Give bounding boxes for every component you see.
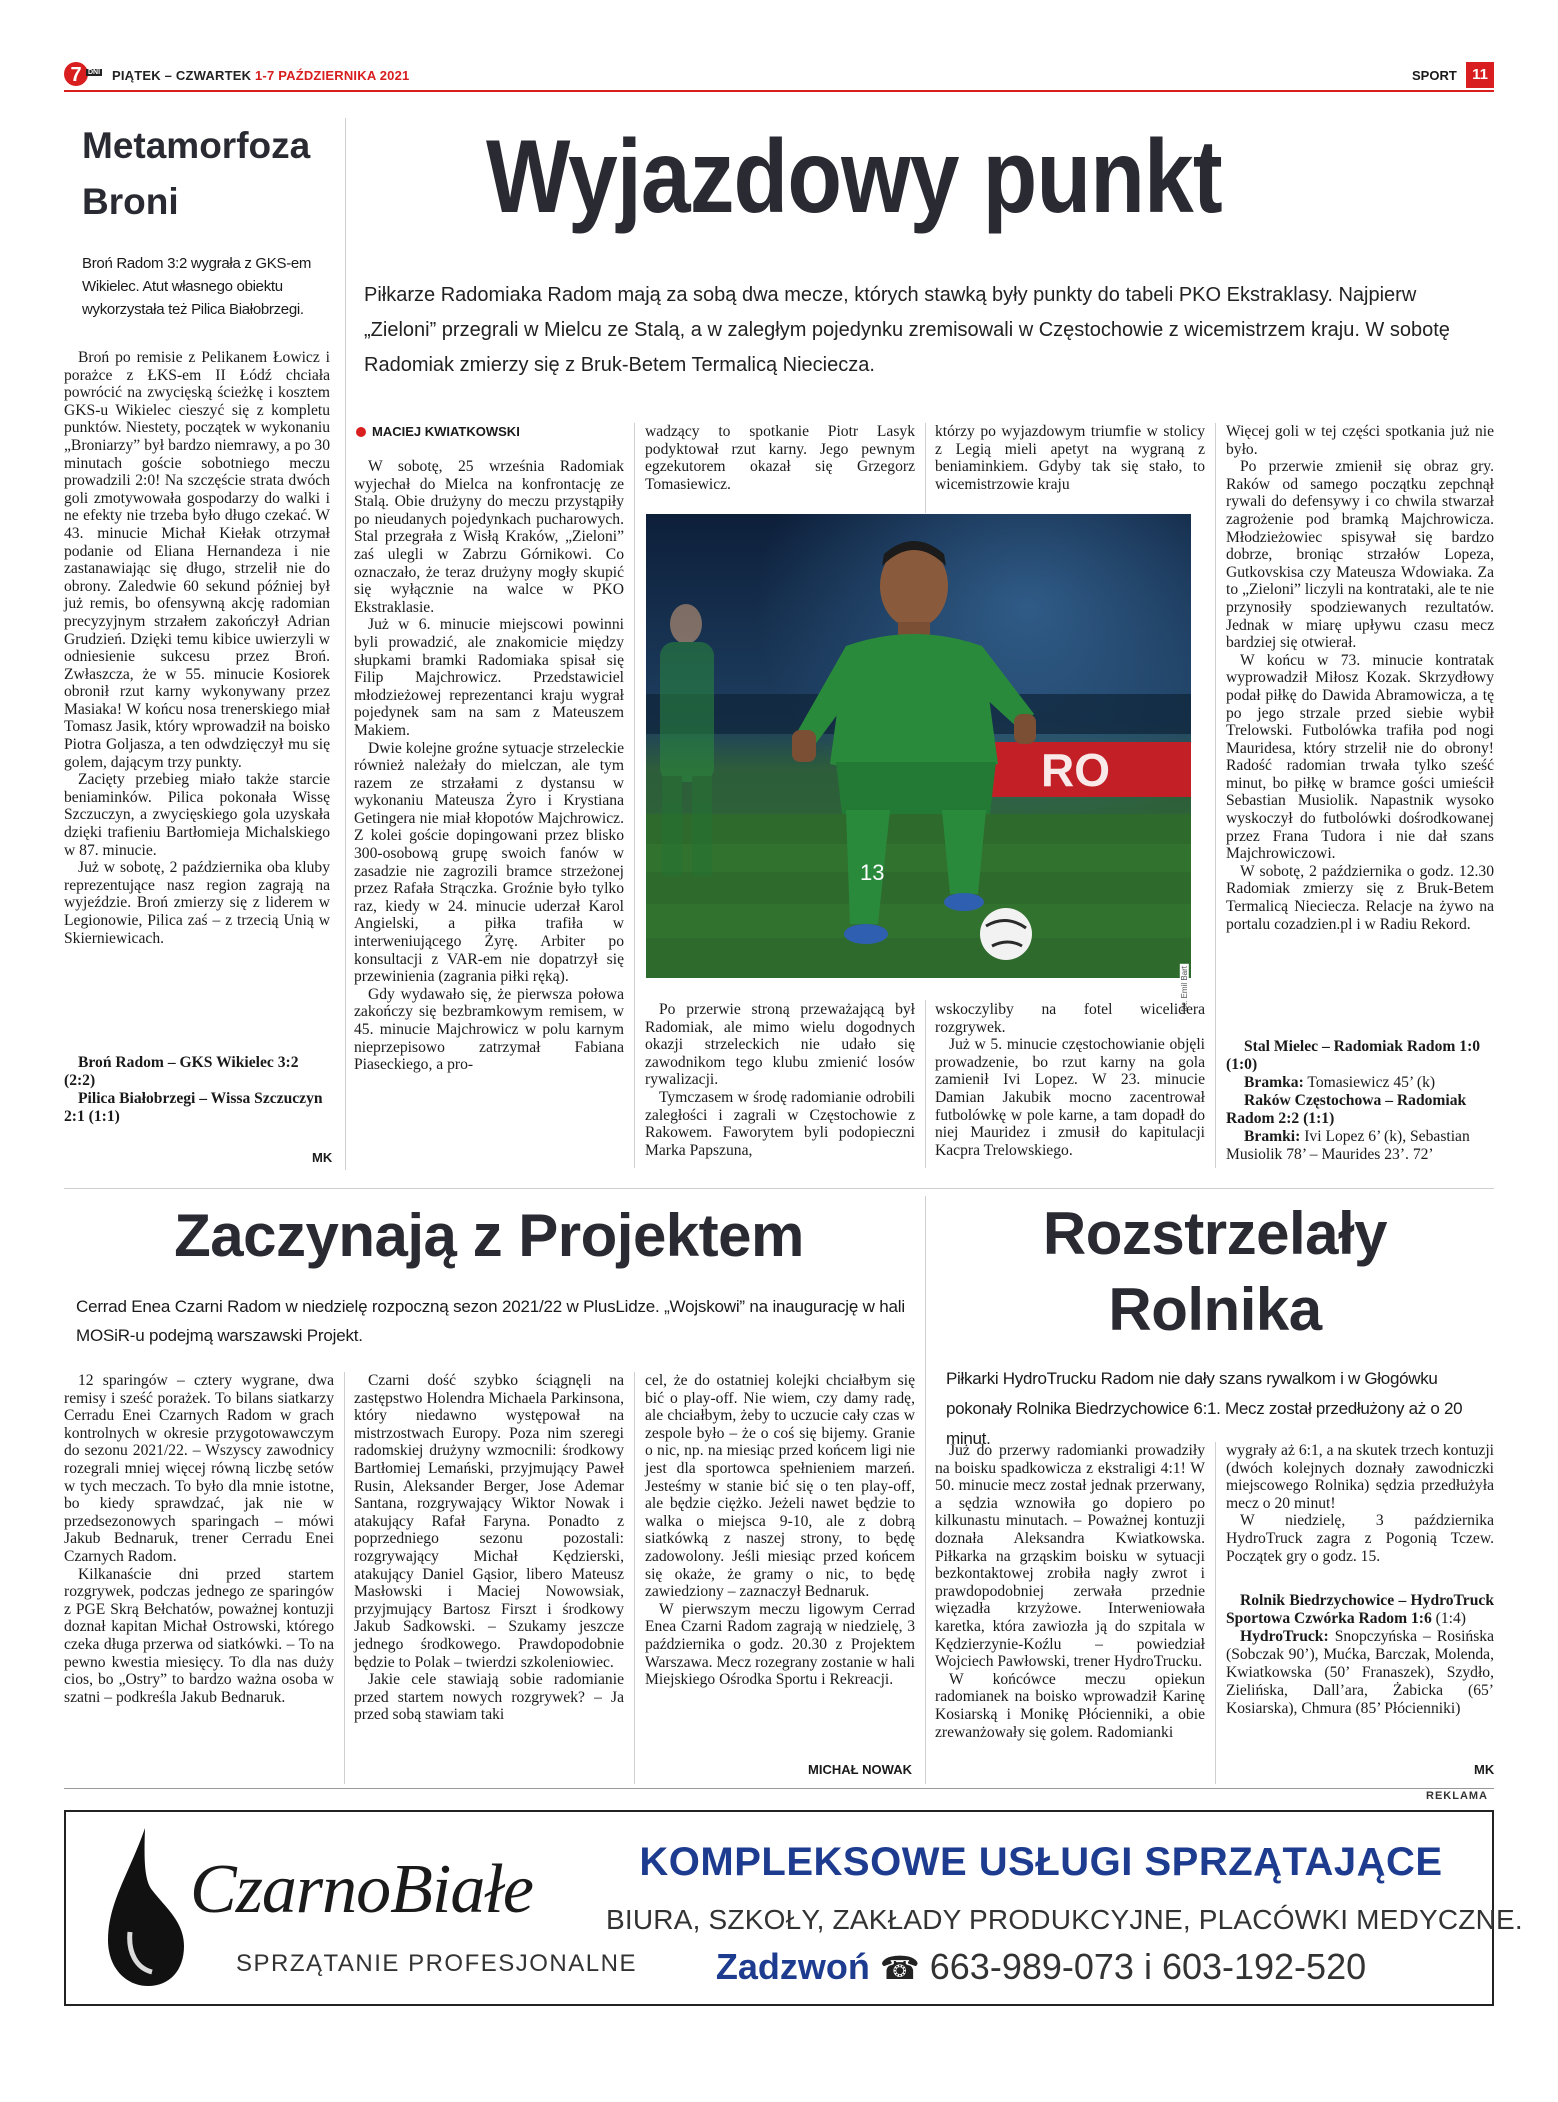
advertisement (64, 1810, 1523, 2006)
football-player-photo (646, 514, 1191, 978)
main-paragraph: Po przerwie stroną przeważającą był Radomiak, ale mimo wielu dogodnych okazji strzeleckich nie udało się zawodnikom tego klubu zmienić losów rywalizacji. (645, 1001, 915, 1089)
article2-col2 (354, 1372, 624, 1724)
main-paragraph: Już w 6. minucie miejscowi powinni byli prowadzić, ale znakomicie między słupkami bramki Radomiaka spisał się Filip Majchrowicz. Przedstawiciel młodzieżowej reprezentanci kraju wygrał pojedynek sam na sam z Mateuszem Makiem. (354, 616, 624, 739)
ad-headline: KOMPLEKSOWE USŁUGI SPRZĄTAJĄCE (639, 1840, 1443, 1884)
article3-paragraph: W końcówce meczu opiekun radomianek na boisko wprowadził Karinę Kosiarską i Monikę Płócienniki, a obie zrewanżowały się golem. Radomianki (935, 1670, 1205, 1741)
article2-col3 (645, 1372, 915, 1689)
sidebar-result: Broń Radom – GKS Wikielec 3:2 (2:2) (64, 1054, 299, 1089)
sidebar-title (82, 118, 332, 230)
ad-logo (100, 1822, 680, 1992)
article2-paragraph: Kilkanaście dni przed startem rozgrywek, podczas jednego ze sparingów z PGE Skrą Bełchatów, poważnej kontuzji doznał kapitan Michał Ostrowski, którego czeka długa przerwa od siatkówki. – To na pewno kwestia miesięcy. To dla nas duży cios, bo „Ostry” to bardzo ważna osoba w szatni – podkreśla Jakub Bednaruk. (64, 1565, 334, 1706)
main-author-name: MACIEJ KWIATKOWSKI (372, 424, 520, 439)
sidebar-result: Pilica Białobrzegi – Wissa Szczuczyn 2:1 (1:1) (64, 1090, 323, 1125)
main-photo (646, 514, 1191, 1012)
main-paragraph: Więcej goli w tej części spotkania już nie było. (1226, 423, 1494, 458)
water-drop-icon (100, 1822, 190, 1992)
article2-lead: Cerrad Enea Czarni Radom w niedzielę rozpoczną sezon 2021/22 w PlusLidze. „Wojskowi” na inaugurację w hali MOSiR-u podejmą warszawski Projekt. (76, 1297, 905, 1345)
article3-halftime: (1:4) (1435, 1610, 1466, 1627)
article2-paragraph: 12 sparingów – cztery wygrane, dwa remisy i sześć porażek. To bilans siatkarzy Cerradu Enei Czarnych Radom w grach kontrolnych w okresie przygotowawczym do sezonu 2021/22. – Wszyscy zawodnicy rozegrali mniej więcej równą liczbę setów w tych meczach. To było dla mnie istotne, bo kiedy sprawdzać, jak nie w przedsezonowych sparingach – mówi Jakub Bednaruk, trener Cerradu Enei Czarnych Radom. (64, 1372, 334, 1565)
article3-lineup (1226, 1628, 1494, 1718)
sidebar-author: MK (312, 1150, 333, 1165)
sidebar-paragraph: Już w sobotę, 2 października oba kluby reprezentujące nasz region zagrają na wyjeździe. Broń zmierzy się z liderem w Legionowie, Pilica zaś – z trzecią Unią w Skierniewicach. (64, 859, 330, 947)
article3-lead: Piłkarki HydroTrucku Radom nie dały szans rywalkom i w Głogówku pokonały Rolnika Biedrzychowice 6:1. Mecz został przedłużony aż o 20 minut. (946, 1369, 1463, 1448)
sidebar-title-line2: Broni (82, 181, 179, 222)
sidebar-divider (345, 118, 346, 1170)
sidebar-paragraph: Zacięty przebieg miało także starcie beniaminków. Pilica pokonała Wissę Szczuczyn, a zwycięskiego gola uzyskała dzięki trafieniu Bartłomieja Michalskiego w 87. minucie. (64, 771, 330, 859)
article2-paragraph: W pierwszym meczu ligowym Cerrad Enea Czarni Radom zagrają w niedzielę, 3 października o godz. 20.30 z Projektem Warszawa. Mecz rozegrany zostanie w hali Miejskiego Ośrodka Sportu i Rekreacji. (645, 1600, 915, 1689)
main-col-divider (1215, 423, 1216, 1168)
main-result-detail: Ivi Lopez 6’ (k), Sebastian Musiolik 78’ – Maurides 23’. 72’ (1226, 1128, 1470, 1163)
article3-headline (935, 1196, 1495, 1348)
main-result-line (1226, 1074, 1494, 1092)
sidebar-body (64, 349, 330, 947)
sidebar-lead: Broń Radom 3:2 wygrała z GKS-em Wikielec. Atut własnego obiektu wykorzystała też Pilica Białobrzegi. (82, 255, 312, 318)
ad-call-label: Zadzwoń (715, 1946, 870, 1987)
main-paragraph: Po przerwie zmienił się obraz gry. Raków od samego początku zepchnął rywali do defensywy i co chwila stwarzał zagrożenie pod bramką Majchrowicza. Młodzieżowiec spisywał się bardzo dobrze, broniąc strzałów Lopeza, Gutkovskisa czy Mateusza Wdowiaka. Za to „Zieloni” liczyli na kontrataki, ale te nie przynosiły spodziewanych rezultatów. Jednak w miarę upływu czasu mecz bardziej się otwierał. (1226, 458, 1494, 652)
article2-paragraph: Jakie cele stawiają sobie radomianie przed startem nowych rozgrywek? – Ja przed sobą stawiam taki (354, 1671, 624, 1724)
main-col2-bottom (645, 1001, 915, 1159)
main-result-detail: Tomasiewicz 45’ (k) (1307, 1074, 1436, 1091)
article2-col-divider (634, 1372, 635, 1784)
ad-label: REKLAMA (1426, 1790, 1488, 1802)
main-headline: Wyjazdowy punkt (486, 119, 1222, 235)
article3-headline-line2: Rolnika (1108, 1276, 1322, 1343)
main-results (1226, 1038, 1494, 1164)
main-author (356, 424, 520, 439)
section-divider (64, 1188, 1494, 1189)
page-number: 11 (1466, 62, 1494, 88)
main-result-title: Raków Częstochowa – Radomiak Radom 2:2 (1:1) (1226, 1092, 1467, 1127)
main-col4 (1226, 423, 1494, 933)
ad-phones: 663-989-073 i 603-192-520 (929, 1946, 1367, 1987)
ad-services: BIURA, SZKOŁY, ZAKŁADY PRODUKCYJNE, PLACÓWKI MEDYCZNE. (606, 1904, 1523, 1935)
article3-paragraph: Już do przerwy radomianki prowadziły na boisku spadkowicza z ekstraligi 4:1! W 50. minucie mecz został jednak przerwany, a sędzia wznowiła go dopiero po kilkunastu minutach. – Poważnej kontuzji doznała Aleksandra Kwiatkowska. Piłkarka na grząskim boisku w sytuacji bezkontaktowej zrobiła nagły zwrot i prawdopodobniej zerwała przednie więzadła krzyżowe. Interweniowała karetka, która zawiozła ją do szpitala w Kędzierzynie-Koźlu – powiedział Wojciech Pawłowski, trener HydroTrucku. (935, 1442, 1205, 1671)
article-divider (925, 1196, 926, 1784)
article3-headline-line1: Rozstrzelały (1042, 1200, 1388, 1267)
sidebar-title-line1: Metamorfoza (82, 125, 311, 166)
section-label: SPORT (1412, 68, 1457, 83)
main-col3-top (935, 423, 1205, 493)
dateline-days: PIĄTEK – CZWARTEK (112, 68, 252, 83)
header-rule (64, 90, 1494, 92)
main-col3-bottom (935, 1001, 1205, 1159)
article3-paragraph: W niedzielę, 3 października HydroTruck zagra z Pogonią Tczew. Początek gry o godz. 15. (1226, 1512, 1494, 1565)
main-paragraph: wadzący to spotkanie Piotr Lasyk podyktował rzut karny. Jego pewnym egzekutorem okazał się Grzegorz Tomasiewicz. (645, 423, 915, 493)
main-paragraph: W sobotę, 25 września Radomiak wyjechał do Mielca na konfrontację ze Stalą. Obie drużyny do meczu przystąpiły po nieudanych pojedynkach pucharowych. Stal przegrała z Wisłą Kraków, „Zieloni” zaś ulegli w Zabrzu Górnikowi. Co oznaczało, że teraz drużyny mogły skupić się wyłącznie na walce w PKO Ekstraklasie. (354, 458, 624, 616)
sidebar-paragraph: Broń po remisie z Pelikanem Łowicz i porażce z ŁKS-em II Łódź chciała powrócić na zwycięską ścieżkę i kosztem GKS-u Wikielec cieszyć się z kompletu punktów. Niestety, początek w wykonaniu „Broniarzy” był bardzo niemrawy, a po 30 minutach goście sobotniego meczu prowadzili 2:0! Na szczęście strata dwóch goli zmotywowała gospodarzy do walki i ne efekty nie trzeba było długo czekać. W 43. minucie Michał Kiełak otrzymał podanie od Eliana Hernandeza i nie zastanawiając się długo, strzelił nie do obrony. Zaledwie 60 sekund później był już remis, bo ofensywną akcję radomian precyzyjnym strzałem zakończył Adrian Grudzień. Dzięki temu kibice uwierzyli w odniesienie sukcesu przez Broń. Zwłaszcza, że w 55. minucie Kosiorek obronił rzut karny wykonywany przez Masiaka! W końcu nosa trenerskiego miał Tomasz Jasik, który wprowadził na boisko Piotra Goljasza, a ten odwdzięczył mu się golem, dającym trzy punkty. (64, 349, 330, 771)
main-paragraph: W sobotę, 2 października o godz. 12.30 Radomiak zmierzy się z Bruk-Betem Termalicą Nieciecza. Relacje na żywo na portalu cozadzien.pl i w Radiu Rekord. (1226, 862, 1494, 933)
article2-col-divider (344, 1372, 345, 1784)
brand-logo (64, 66, 104, 90)
photo-credit: fot. Emil Bart (1180, 966, 1189, 1012)
main-col-divider (634, 423, 635, 1168)
dateline-date: 1-7 PAŹDZIERNIKA 2021 (255, 68, 410, 83)
article3-result-title (1226, 1592, 1494, 1628)
main-result-title: Stal Mielec – Radomiak Radom 1:0 (1:0) (1226, 1038, 1481, 1073)
article3-author: MK (1474, 1762, 1495, 1777)
main-col2-top (645, 423, 915, 493)
main-paragraph: Tymczasem w środę radomianie odrobili zaległości i zagrali w Częstochowie z Rakowem. Faworytem byli podopieczni Marka Papszuna, (645, 1088, 915, 1159)
svg-text:RO: RO (1041, 744, 1110, 796)
main-col-divider (925, 1000, 926, 1168)
main-paragraph: Gdy wydawało się, że pierwsza połowa zakończy się bezbramkowym remisem, w 45. minucie Majchrowicz w polu karnym nieprzepisowo zatrzymał Fabiana Piaseckiego, a pro- (354, 985, 624, 1074)
main-paragraph: W końcu w 73. minucie kontratak wyprowadził Miłosz Kozak. Skrzydłowy podał piłkę do Dawida Abramowicza, a tę po jego strzale przed siebie wybił Trelowski. Futbolówka trafiła pod nogi Mauridesa, który strzelił nie do obrony! Radość radomian trwała tylko sześć minut, bo piłkę w bramce gości umieścił Sebastian Musiolik. Napastnik wysoko wyskoczył do futbolówki dośrodkowanej przez Frana Tudora i nie dał szans Majchrowiczowi. (1226, 651, 1494, 863)
dateline (112, 68, 409, 83)
article3-col1 (935, 1442, 1205, 1741)
article2-paragraph: Czarni dość szybko ściągnęli na zastępstwo Holendra Michaela Parkinsona, który niedawno występował na mistrzostwach Europy. Poza nim szeregi radomskiej drużyny wzmocnili: środkowy Bartłomiej Lemański, przyjmujący Paweł Rusin, Aleksander Berger, Jose Ademar Santana, rozgrywający Wiktor Nowak i atakujący Rafał Faryna. Ponadto z poprzedniego sezonu pozostali: rozgrywający Michał Kędzierski, atakujący Daniel Gąsior, libero Mateusz Masłowski i Maciej Nowowsiak, przyjmujący Bartosz Firszt i środkowy Jakub Sadkowski. – Szukamy jeszcze jednego środkowego. Prawdopodobnie będzie to Polak – twierdzi szkoleniowiec. (354, 1372, 624, 1671)
jersey-number: 13 (860, 860, 885, 885)
article3-col-divider (1215, 1442, 1216, 1784)
article3-lineup-label: HydroTruck: (1240, 1628, 1329, 1645)
logo-seven: 7 (64, 62, 88, 86)
ad-logo-script: CzarnoBiałe (190, 1851, 533, 1928)
article3-result-score: Rolnik Biedrzychowice – HydroTruck Sportowa Czwórka Radom 1:6 (1226, 1592, 1494, 1627)
article2-col1 (64, 1372, 334, 1706)
main-paragraph: wskoczyliby na fotel wicelidera rozgrywek. (935, 1001, 1205, 1036)
phone-icon: ☎ (879, 1950, 920, 1986)
article3-col2 (1226, 1442, 1494, 1565)
article3-paragraph: wygrały aż 6:1, a na skutek trzech kontuzji (dwóch kolejnych doznały zawodniczki miejscowego Rolnika) sędzia przedłużyła mecz o 20 minut! (1226, 1442, 1494, 1512)
article3-lineup-names: Snopczyńska – Rosińska (Sobczak 90’), Mućka, Barczak, Molenda, Kwiatkowska (50’ Franaszek), Szydło, Zielińska, Dall’ara, Żabicka (65’ Kosiarska), Chmura (85’ Płócienniki) (1226, 1628, 1495, 1717)
main-result-line (1226, 1128, 1494, 1164)
main-col-divider (925, 423, 926, 513)
main-paragraph: którzy po wyjazdowym triumfie w stolicy z Legią mieli apetyt na wygraną z beniaminkiem. Gdyby tak się stało, to wicemistrzowie kraju (935, 423, 1205, 493)
main-result-label: Bramki: (1244, 1128, 1301, 1145)
sidebar-results (64, 1054, 330, 1126)
main-col1 (354, 458, 624, 1074)
ad-logo-tagline: SPRZĄTANIE PROFESJONALNE (236, 1950, 637, 1977)
article2-headline: Zaczynają z Projektem (174, 1202, 804, 1269)
main-lead: Piłkarze Radomiaka Radom mają za sobą dwa mecze, których stawką były punkty do tabeli PKO Ekstraklasy. Najpierw „Zieloni” przegrali w Mielcu ze Stalą, a w zaległym pojedynku zremisowali w Częstochowie z wicemistrzem kraju. W sobotę Radomiak zmierzy się z Bruk-Betem Termalicą Nieciecza. (364, 284, 1450, 376)
main-paragraph: Dwie kolejne groźne sytuacje strzeleckie również należały do mielczan, ale tym razem ze strzałami z dystansu w wykonaniu Mateusza Żyro i Krystiana Getingera nie miał kłopotów Majchrowicz. Z kolei goście dopingowani przez blisko 300-osobową grupę swoich fanów w zasadzie nie zagrozili bramce strzeżonej przez Rafała Strączka. Groźnie było tylko raz, kiedy w 24. minucie uderzał Karol Angielski, a piłka trafiła w interweniującego Żyrę. Arbiter po konsultacji z VAR-em nie dopatrzył się przewinienia (zagrania piłki ręką). (354, 739, 624, 986)
main-result-label: Bramka: (1244, 1074, 1304, 1091)
article2-paragraph: cel, że do ostatniej kolejki chciałbym się bić o play-off. Nie wiem, czy damy radę, ale chciałbym, żeby to uczucie cały czas w zespole było – że o coś się bijemy. Granie o nic, np. na miesiąc przed końcem ligi nie jest dla sportowca spełnieniem marzeń. Jesteśmy w stanie bić się o ten play-off, ale będzie ciężko. Jeżeli nawet będzie to walka o miejsca 9-10, ale z dobrą siatkówką z naszej strony, to będę zadowolony. Jeśli miesiąc przed końcem się okaże, że gramy o nic, to będę zawiedziony – zaznaczył Bednaruk. (645, 1372, 915, 1601)
ad-top-rule (64, 1788, 1494, 1789)
article2-author: MICHAŁ NOWAK (808, 1762, 912, 1777)
ad-contact (606, 1946, 1476, 1988)
author-bullet-icon (356, 427, 366, 437)
article3-result (1226, 1592, 1494, 1718)
logo-sub: DNI (88, 69, 101, 76)
main-paragraph: Już w 5. minucie częstochowianie objęli prowadzenie, bo rzut karny na gola zamienił Ivi Lopez. W 23. minucie Damian Jakubik mocno zacentrował futbolówkę w pole karne, a tam dopadł do niej Mauridez i zmusił do kapitulacji Kacpra Trelowskiego. (935, 1036, 1205, 1159)
